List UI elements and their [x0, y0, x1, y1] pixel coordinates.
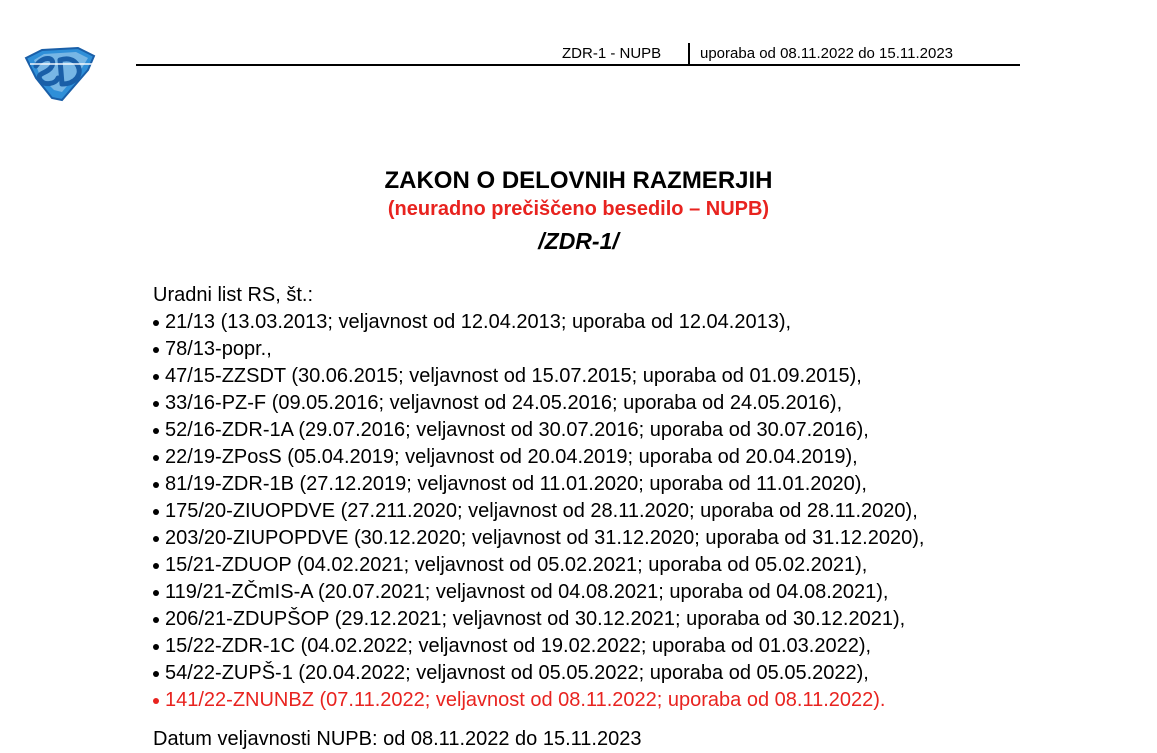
bullet-dot-icon — [153, 671, 159, 677]
bullet-dot-icon — [153, 374, 159, 380]
list-item — [153, 444, 924, 471]
entry-text: 203/20-ZIUPOPDVE (30.12.2020; veljavnost od 31.12.2020; uporaba od 31.12.2020), — [165, 527, 925, 549]
list-item — [153, 309, 924, 336]
bullet-dot-icon — [153, 617, 159, 623]
entry-text: 21/13 (13.03.2013; veljavnost od 12.04.2013; uporaba od 12.04.2013), — [165, 311, 792, 333]
bullet-dot-icon — [153, 482, 159, 488]
list-item-latest — [153, 687, 924, 714]
entry-text: 78/13-popr., — [165, 338, 272, 360]
gazette-entries-list — [153, 309, 924, 714]
bullet-dot-icon — [153, 428, 159, 434]
law-abbreviation: /ZDR-1/ — [538, 228, 619, 254]
list-item — [153, 552, 924, 579]
bullet-dot-icon — [153, 563, 159, 569]
list-item — [153, 390, 924, 417]
entry-text: 15/21-ZDUOP (04.02.2021; veljavnost od 05.02.2021; uporaba od 05.02.2021), — [165, 554, 868, 576]
entry-text: 54/22-ZUPŠ-1 (20.04.2022; veljavnost od 05.05.2022; uporaba od 05.05.2022), — [165, 662, 869, 684]
bullet-dot-icon — [153, 347, 159, 353]
shield-sd-logo-icon — [22, 44, 96, 104]
bullet-dot-icon — [153, 320, 159, 326]
entry-text: 141/22-ZNUNBZ (07.11.2022; veljavnost od 08.11.2022; uporaba od 08.11.2022). — [165, 689, 886, 711]
list-item — [153, 633, 924, 660]
bullet-dot-icon — [153, 698, 159, 704]
entry-text: 81/19-ZDR-1B (27.12.2019; veljavnost od 11.01.2020; uporaba od 11.01.2020), — [165, 473, 867, 495]
list-item — [153, 579, 924, 606]
list-item — [153, 525, 924, 552]
list-item — [153, 471, 924, 498]
list-item — [153, 606, 924, 633]
entry-text: 119/21-ZČmIS-A (20.07.2021; veljavnost od 04.08.2021; uporaba od 04.08.2021), — [165, 581, 889, 603]
list-item — [153, 336, 924, 363]
document-code: ZDR-1 - NUPB — [562, 45, 662, 62]
gazette-label: Uradni list RS, št.: — [153, 284, 314, 306]
list-item — [153, 498, 924, 525]
header-rule — [136, 64, 1020, 66]
list-item — [153, 660, 924, 687]
entry-text: 15/22-ZDR-1C (04.02.2022; veljavnost od 19.02.2022; uporaba od 01.03.2022), — [165, 635, 872, 657]
usage-period: uporaba od 08.11.2022 do 15.11.2023 — [700, 45, 954, 62]
entry-text: 47/15-ZZSDT (30.06.2015; veljavnost od 15.07.2015; uporaba od 01.09.2015), — [165, 365, 862, 387]
header-separator — [688, 43, 690, 64]
entry-text: 175/20-ZIUOPDVE (27.211.2020; veljavnost od 28.11.2020; uporaba od 28.11.2020), — [165, 500, 918, 522]
validity-line: Datum veljavnosti NUPB: od 08.11.2022 do 15.11.2023 — [153, 728, 642, 750]
bullet-dot-icon — [153, 590, 159, 596]
entry-text: 52/16-ZDR-1A (29.07.2016; veljavnost od 30.07.2016; uporaba od 30.07.2016), — [165, 419, 869, 441]
law-subtitle: (neuradno prečiščeno besedilo – NUPB) — [387, 198, 770, 220]
bullet-dot-icon — [153, 455, 159, 461]
entry-text: 33/16-PZ-F (09.05.2016; veljavnost od 24.05.2016; uporaba od 24.05.2016), — [165, 392, 843, 414]
bullet-dot-icon — [153, 644, 159, 650]
bullet-dot-icon — [153, 536, 159, 542]
entry-text: 22/19-ZPosS (05.04.2019; veljavnost od 20.04.2019; uporaba od 20.04.2019), — [165, 446, 858, 468]
bullet-dot-icon — [153, 401, 159, 407]
entry-text: 206/21-ZDUPŠOP (29.12.2021; veljavnost od 30.12.2021; uporaba od 30.12.2021), — [165, 608, 906, 630]
bullet-dot-icon — [153, 509, 159, 515]
list-item — [153, 417, 924, 444]
law-title: ZAKON O DELOVNIH RAZMERJIH — [384, 167, 773, 194]
list-item — [153, 363, 924, 390]
